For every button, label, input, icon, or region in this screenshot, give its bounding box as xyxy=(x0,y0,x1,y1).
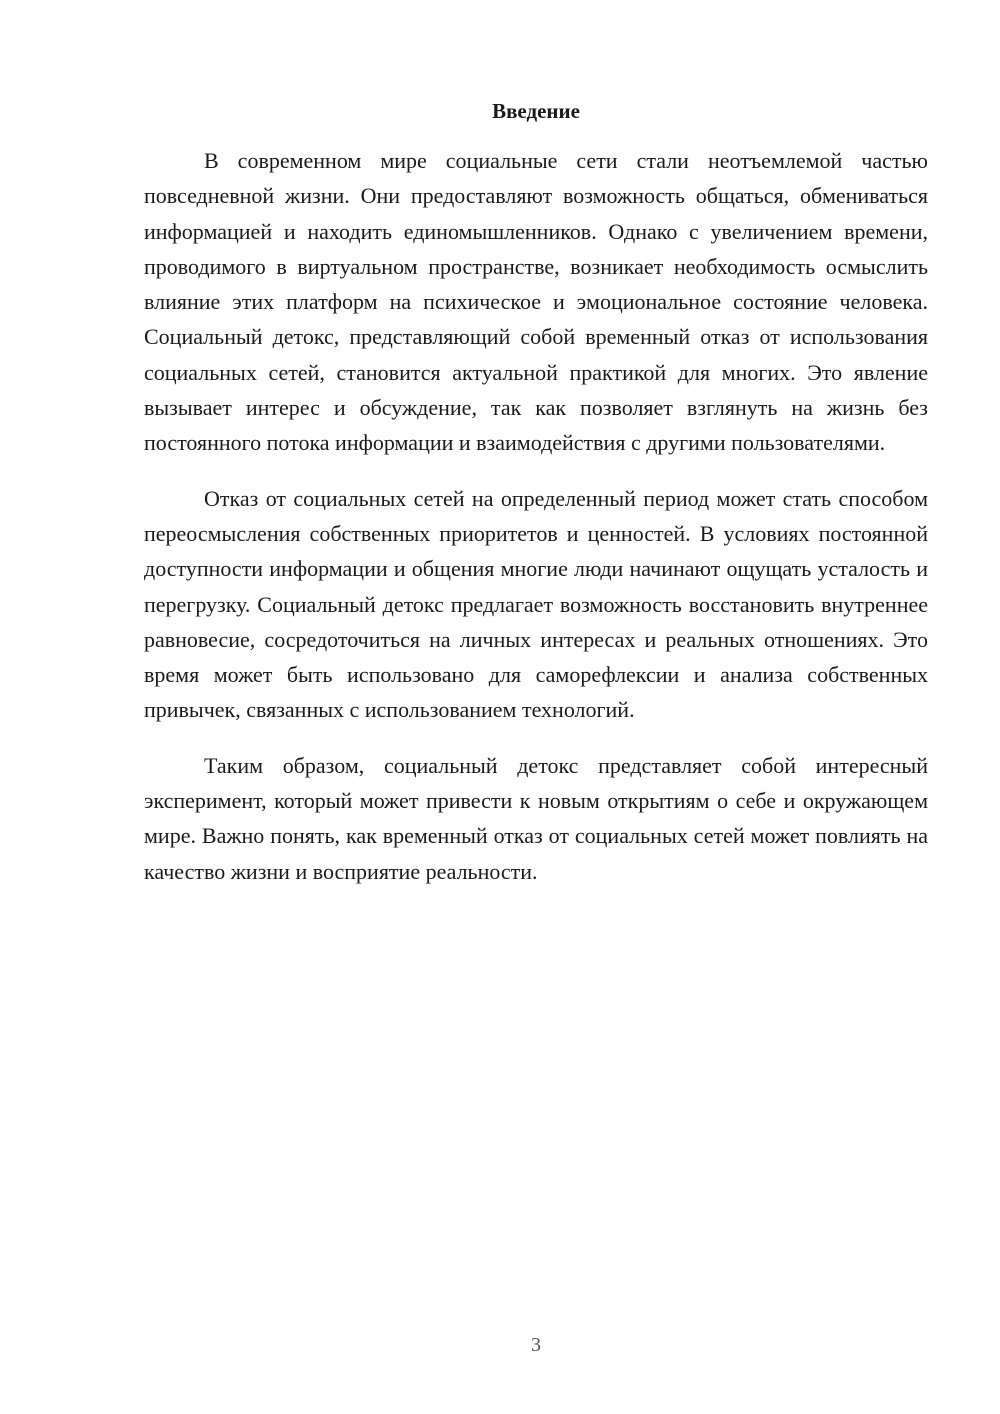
paragraph-2: Отказ от социальных сетей на определенный период может стать способом переосмысления собственных приоритетов и ценностей. В условиях постоянной доступности информации и общения многие люди начинают ощущать усталость и перегрузку. Социальный детокс предлагает возможность восстановить внутреннее равновесие, сосредоточиться на личных интересах и реальных отношениях. Это время может быть использовано для саморефлексии и анализа собственных привычек, связанных с использованием технологий. xyxy=(144,485,928,723)
paragraph-1: В современном мире социальные сети стали неотъемлемой частью повседневной жизни. Они предоставляют возможность общаться, обмениваться информацией и находить единомышленников. Однако с увеличением времени, проводимого в виртуальном пространстве, возникает необходимость осмыслить влияние этих платформ на психическое и эмоциональное состояние человека. Социальный детокс, представляющий собой временный отказ от использования социальных сетей, становится актуальной практикой для многих. Это явление вызывает интерес и обсуждение, так как позволяет взглянуть на жизнь без постоянного потока информации и взаимодействия с другими пользователями. xyxy=(144,148,928,456)
page-number: 3 xyxy=(531,1334,541,1356)
body-text xyxy=(144,143,928,909)
paragraph-3: Таким образом, социальный детокс представляет собой интересный эксперимент, который может привести к новым открытиям о себе и окружающем мире. Важно понять, как временный отказ от социальных сетей может повлиять на качество жизни и восприятие реальности. xyxy=(144,752,928,884)
section-title: Введение xyxy=(492,99,580,123)
